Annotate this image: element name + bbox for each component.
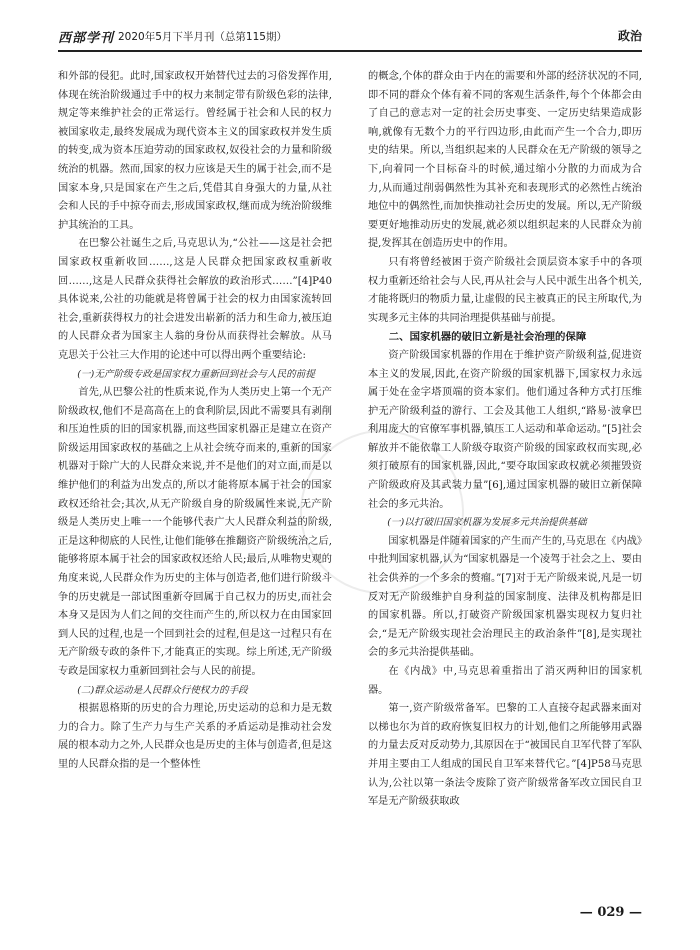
- paragraph: 的概念,个体的群众由于内在的需要和外部的经济状况的不同,即不同的群众个体有着不同的客观生活条件,每个个体都会由了自己的意志对一定的社会历史事变、一定历史结果造成影响,就像有无数个力的平行四边形,由此而产生一个合力,即历史的结果。所以,当组织起来的人民群众在无产阶级的领导之下,向着同一个目标奋斗的时候,通过缩小分散的力而成为合力,从而通过削弱偶然性为其补充和表现形式的必然性占统治地位中的偶然性,而加快推动社会历史的发展。所以,无产阶级要更好地推动历史的发展,就必须以组织起来的人民群众为前提,发挥其在创造历史中的作用。: [368, 71, 642, 250]
- left-column: [58, 68, 332, 888]
- issue-line: 2020年5月下半月刊（总第115期）: [118, 31, 287, 43]
- page-header: [58, 24, 642, 52]
- paragraph: 在巴黎公社诞生之后,马克思认为,“公社——这是社会把国家政权重新收回……,这是人民群众把国家政权重新收回……,这是人民群众获得社会解放的政治形式……”[4]P40具体说来,公社的功能就是将曾属于社会的权力由国家流转回社会,重新获得权力的社会进发出崭新的活力和生命力,被压迫的人民群众者为国家主人翁的身份从而获得社会解放。从马克思关于公社三大作用的论述中可以得出两个重要结论:: [58, 238, 332, 361]
- paragraph: 只有将曾经被困于资产阶级社会顶层资本家手中的各项权力重新还给社会与人民,再从社会与人民中派生出各个机关,才能将既归的物质力量,让虚假的民主被真正的民主所取代,为实现多元主体的共同治理提供基础与前提。: [368, 256, 642, 324]
- page-number: — 029 —: [579, 905, 642, 920]
- right-column: [368, 68, 642, 888]
- journal-logo: 西部学刊: [58, 31, 115, 46]
- section-label: 政治: [617, 29, 642, 43]
- subsection-heading: (一)以打破旧国家机器为发展多元共治提供基础: [387, 517, 587, 529]
- paragraph: 资产阶级国家机器的作用在于维护资产阶级利益,促进资本主义的发展,因此,在资产阶级的国家机器下,国家权力永远属于处在金字塔顶端的资本家们。他们通过各种方式打压维护无产阶级利益的游行、工会及其他工人组织,“路易·波拿巴利用庞大的官僚军事机器,镇压工人运动和革命运动。”[5]社会解放并不能依靠工人阶级夺取资产阶级的国家政权而实现,必须打破原有的国家机器,因此,“要夺取国家政权就必须摧毁资产阶级政府及其武装力量”[6],通过国家机器的破旧立新保障社会的多元共治。: [368, 349, 642, 510]
- subsection-heading: (一)无产阶级专政是国家权力重新回到社会与人民的前提: [77, 368, 315, 380]
- paragraph: 首先,从巴黎公社的性质来说,作为人类历史上第一个无产阶级政权,他们不是高高在上的食利阶层,因此不需要具有剥削和压迫性质的旧的国家机器,而这些国家机器正是建立在资产阶级运用国家政权的基础之上从社会统夺而来的,重新的国家机器对于除广大的人民群众来说,并不是他们的对立面,而是以维护他们的利益为出发点的,所以才能将原本属于社会的国家政权还给社会;其次,从无产阶级自身的阶级属性来说,无产阶级是人类历史上唯一一个能够代表广大人民群众利益的阶级,正是这种彻底的人民性,让他们能够在推翻资产阶级统治之后,能够将原本属于社会的国家政权还给人民;最后,从唯物史观的角度来说,人民群众作为历史的主体与创造者,他们进行阶级斗争的历史就是一部试图重新夺回属于自己权力的历史,而社会本身又是因为人们之间的交往而产生的,所以权力在由国家回到人民的过程,也是一个回到社会的过程,但是这一过程只有在无产阶级专政的条件下,才能真正的实现。综上所述,无产阶级专政是国家权力重新回到社会与人民的前提。: [58, 387, 332, 677]
- paragraph: 国家机器是伴随着国家的产生而产生的,马克思在《内战》中批判国家机器,认为“国家机器是一个凌驾于社会之上、要由社会供养的一个多余的赘瘤。”[7]对于无产阶级来说,凡是一切反对无产阶级维护自身利益的国家制度、法律及机构都是旧的国家机器。所以,打破资产阶级国家机器实现权力复归社会,“是无产阶级实现社会治理民主的政治条件”[8],是实现社会的多元共治提供基础。: [368, 535, 642, 659]
- paragraph: 在《内战》中,马克思着重指出了消灭两种旧的国家机器。: [368, 666, 642, 696]
- subsection-heading: (二)群众运动是人民群众行使权力的手段: [77, 684, 248, 696]
- paragraph: 根据恩格斯的历史的合力理论,历史运动的总和力是无数力的合力。除了生产力与生产关系的矛盾运动是推动社会发展的根本动力之外,人民群众也是历史的主体与创造者,但是这里的人民群众指的是一个整体性: [58, 703, 332, 770]
- section-heading: 二、国家机器的破旧立新是社会治理的保障: [388, 331, 587, 344]
- paragraph: 第一,资产阶级常备军。巴黎的工人直接夺起武器来面对以梯也尔为首的政府恢复旧权力的计划,他们之所能够用武器的力量去反对反动势力,其原因在于“被国民自卫军代替了军队并用主要由工人组成的国民自卫军来替代它。”[4]P58马克思认为,公社以第一条法令废除了资产阶级常备军改立国民自卫军是无产阶级获取政: [368, 703, 642, 808]
- paragraph: 和外部的侵犯。此时,国家政权开始替代过去的习俗发挥作用,体现在统治阶级通过手中的权力来制定带有阶级色彩的法律,规定等来维护社会的正常运行。曾经属于社会和人民的权力被国家收走,最终发展成为现代资本主义的国家政权并发生质的转变,成为资本压迫劳动的国家政权,奴役社会的力量和阶级统治的机器。然而,国家的权力应该是天生的属于社会,而不是国家本身,只是国家在产生之后,凭借其自身强大的力量,从社会和人民的手中掠夺而去,形成国家政权,继而成为统治阶级维护其统治的工具。: [58, 71, 332, 231]
